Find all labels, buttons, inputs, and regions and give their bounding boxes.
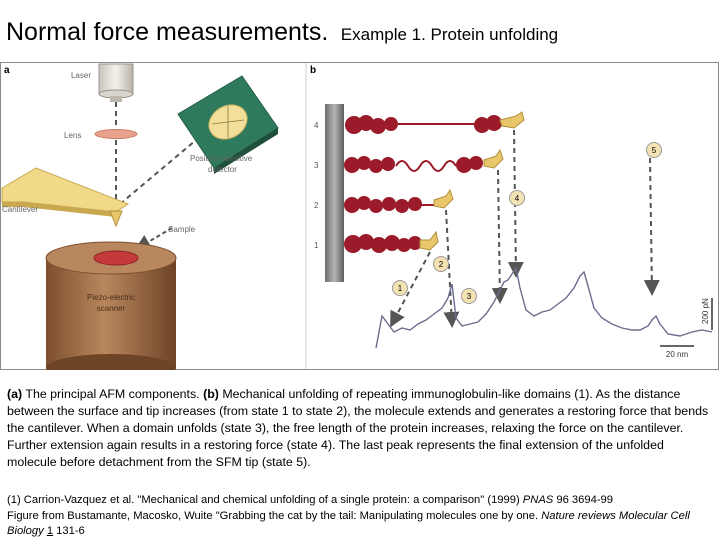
state-label-2: 2 [314,201,319,210]
afm-figure [0,62,720,370]
callout-3-text: 3 [466,292,472,301]
lens [95,130,137,139]
callout-3 [462,289,477,304]
caption-a-label: (a) [7,387,23,401]
callout-1 [393,281,408,296]
scanner-label-1: Piezo-electric [86,293,136,302]
lens-label: Lens [64,131,82,140]
callout-5 [647,143,662,158]
reference-2-volume: 1 [46,525,54,537]
distance-scale-label: 20 nm [665,350,689,359]
caption-b-text: Mechanical unfolding of repeating immunoglobulin-like domains (1). As the distance between the surface and tip increases (from state 1 to state 2), the molecule extends and generates a restoring force that bends the cantilever. When a domain unfolds (state 3), the free length of the protein increases, relaxing the force on the cantilever. Further extension again results in a restoring force (state 4). The last peak represents the final extension of the unfolded molecule before detachment from the SFM tip (state 5). [7,387,709,469]
reference-1-journal: PNAS [522,494,554,506]
reference-2 [7,509,715,540]
state-label-1: 1 [314,241,319,250]
callout-2 [434,257,449,272]
reference-1-prefix: (1) Carrion-Vazquez et al. "Mechanical and chemical unfolding of a single protein: a comparison" (1999) [7,494,523,506]
panel-b-label: b [310,65,317,76]
callout-2-text: 2 [438,260,444,269]
laser-label: Laser [70,71,91,80]
slide-title [6,18,558,47]
title-main: Normal force measurements. [6,18,329,46]
force-scale-label: 200 pN [701,298,710,324]
detector-label-1: Position-sensitive [190,154,253,163]
title-subtitle: Example 1. Protein unfolding [340,25,559,44]
callout-4-text: 4 [514,194,520,203]
reference-1 [7,493,715,509]
substrate-surface [325,104,344,282]
sample-label: Sample [168,225,196,234]
scanner-label-2: scanner [96,304,126,313]
caption-a-text: The principal AFM components. [22,387,204,401]
callout-1-text: 1 [397,284,403,293]
callout-4 [510,191,525,206]
laser [99,64,133,102]
callout-5-text: 5 [651,146,657,155]
caption-b-label: (b) [203,387,219,401]
reference-2-pages: 131-6 [53,525,85,537]
reference-1-suffix: 96 3694-99 [553,494,613,506]
detector-label-2: detector [208,165,237,174]
figure-caption [7,386,715,471]
cantilever-label: Cantilever [2,205,39,214]
state-label-3: 3 [314,161,319,170]
references [7,493,715,540]
reference-2-journal: Nature reviews Molecular Cell Biology [7,509,690,537]
reference-2-prefix: Figure from Bustamante, Macosko, Wuite "Grabbing the cat by the tail: Manipulating molecules one by one. [7,509,542,522]
panel-a-label: a [4,65,10,76]
state-label-4: 4 [314,121,319,130]
